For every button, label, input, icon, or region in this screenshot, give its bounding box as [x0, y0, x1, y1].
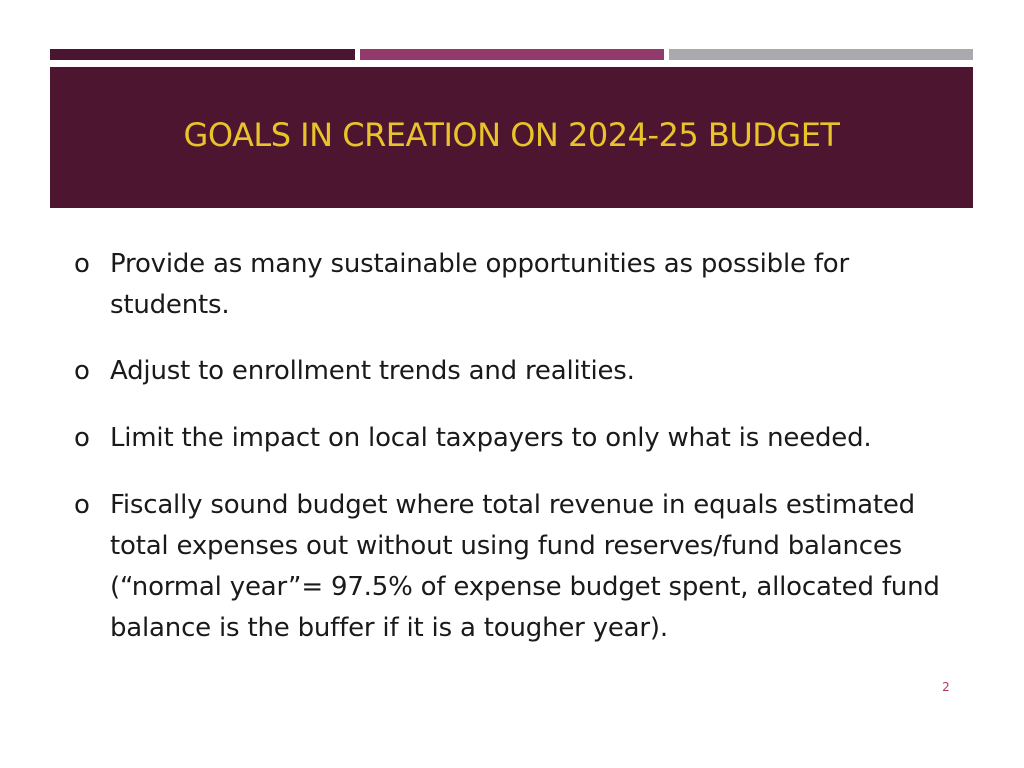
page-number: 2	[942, 680, 950, 694]
bullet-text: Fiscally sound budget where total revenue in equals estimated total expenses out without using fund reserves/fund balances (“normal year”= 97.5% of expense budget spent, allocated fund balance is the buffer if it is a tougher year).	[110, 490, 940, 643]
accent-bar-light	[669, 49, 973, 60]
bullet-item	[74, 485, 954, 649]
accent-bar-dark	[50, 49, 355, 60]
bullet-text: Provide as many sustainable opportunities as possible for students.	[110, 249, 849, 320]
bullet-marker: o	[74, 356, 90, 386]
bullet-marker: o	[74, 490, 90, 520]
accent-bar-mid	[360, 49, 664, 60]
slide-title: GOALS IN CREATION ON 2024-25 BUDGET	[183, 115, 840, 154]
bullet-marker: o	[74, 423, 90, 453]
bullet-marker: o	[74, 249, 90, 279]
bullet-item	[74, 418, 954, 459]
bullet-text: Adjust to enrollment trends and realities.	[110, 356, 635, 386]
title-banner	[50, 67, 973, 208]
bullet-item	[74, 244, 954, 326]
bullet-item	[74, 351, 954, 392]
bullet-text: Limit the impact on local taxpayers to only what is needed.	[110, 423, 872, 453]
accent-bars	[50, 49, 973, 60]
bullet-list	[74, 244, 954, 649]
